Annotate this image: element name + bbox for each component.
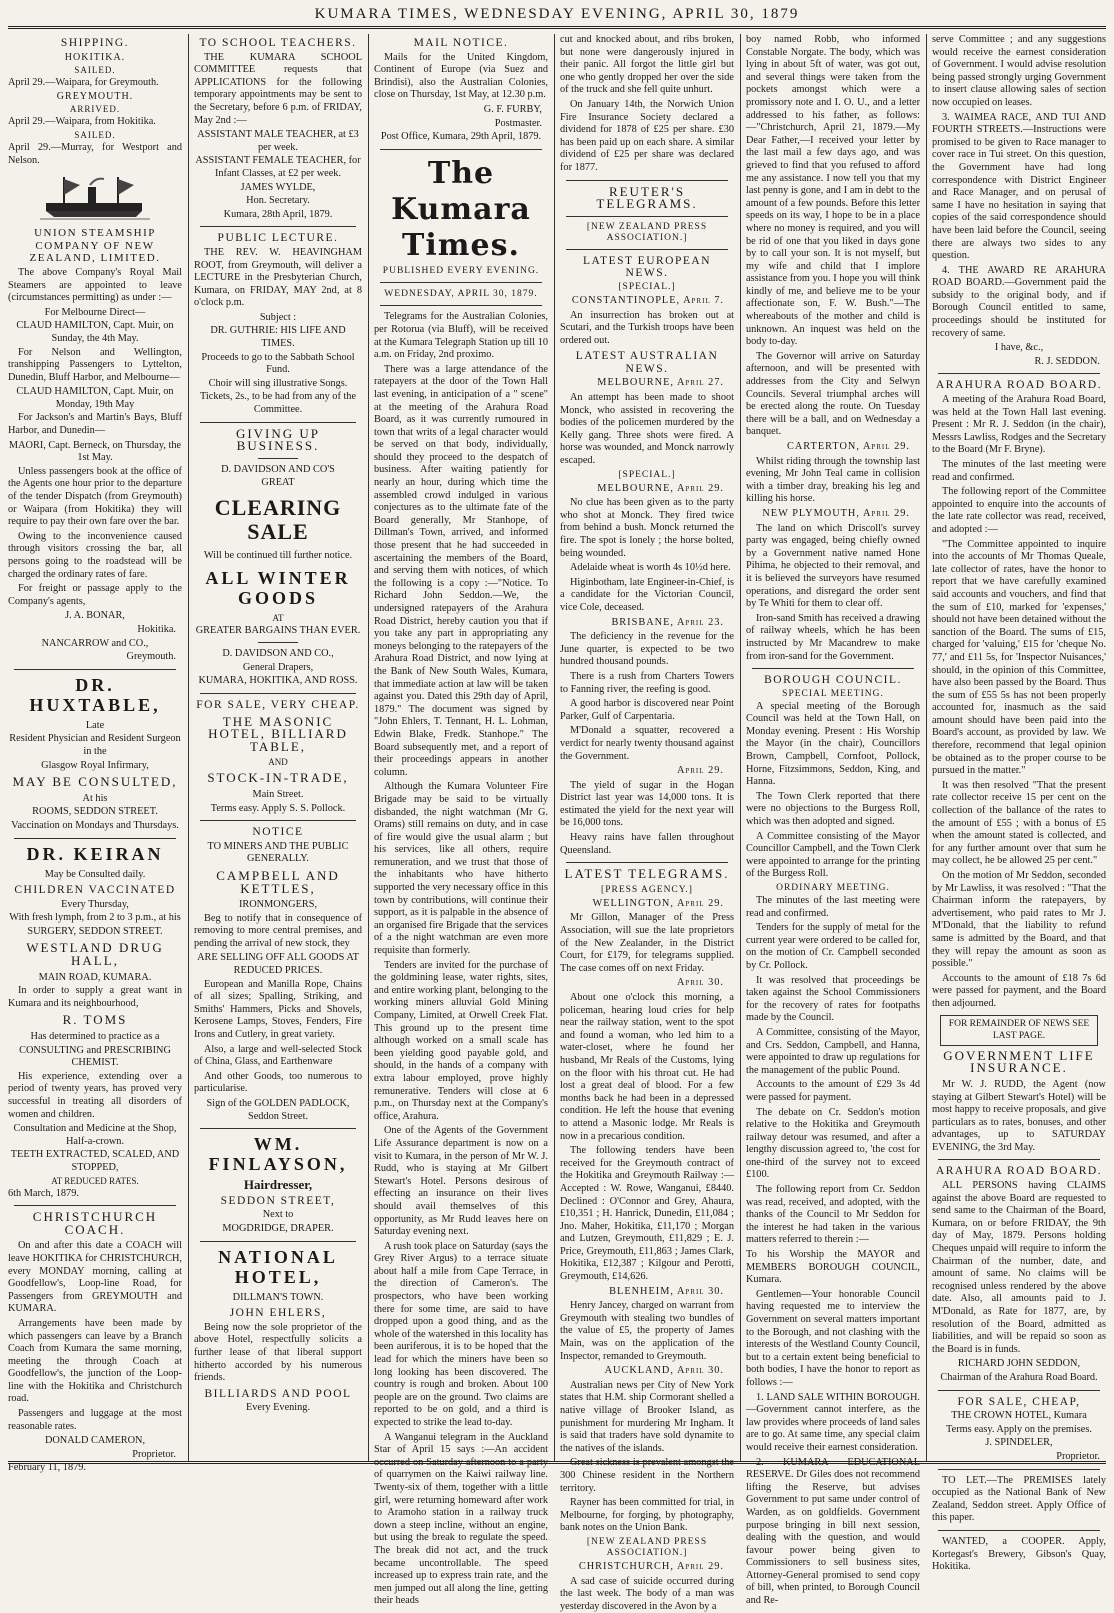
ad-line: Proceeds to go to the Sabbath School Fund. — [201, 351, 355, 376]
article-paragraph: A Committee, consisting of the Mayor, and Crs. Seddon, Campbell, and Hanna, were appointed to draw up regulations for the management of the public Pound. — [746, 1026, 920, 1076]
article-paragraph: cut and knocked about, and ribs broken, but none were dangerously injured in their panic. All forgot the little girl but one who gently dropped her over the side of the truck and she fell quite unhurt. — [560, 34, 734, 96]
article-paragraph: 2. KUMARA EDUCATIONAL RESERVE. Dr Giles does not recommend lifting the Reserve, but advises Government to put same under control of Warden, as on goldfields. Government purpose bringing in bill next session, dealing with the question, and would favour power being given to Commissioners to sell business sites, Attorney-General promised to send copy of bill, when printed, to Borough Council and Re- — [746, 1456, 920, 1607]
article-paragraph: To his Worship the MAYOR and MEMBERS BOROUGH COUNCIL, Kumara. — [746, 1249, 920, 1286]
keiran-heading: DR. KEIRAN — [26, 843, 164, 864]
ad-line: AND — [268, 757, 288, 768]
article-paragraph: boy named Robb, who informed Constable Norgate. The body, which was lying in about 5ft of water, was got out, and several things were taken from the pockets amongst which were a promissory note and I. O. U., and a letter addressed to his father, as follows:—"Christchurch, April 21, 1879.—My Dear Father,—I received your letter by the last mail a few days ago, and was grieved to find that you refused to afford me any assistance. I now tell you that my last penny is gone, and I am in debt to the amount of a few pounds. Before this letter speeds on its way, I hope to be in a place where no money is required, and you will be rid of one that you liked in days gone by to call your son. It is not myself, but my wife and child that I implore assistance from you. I hope you will think kindly of me, and believe me to be your affectionate son, F. W. Bush."—The whereabouts of the mother and child is unknown. An inquest was held on the body to-day. — [746, 34, 920, 348]
agent-name: NANCARROW and CO., — [41, 637, 149, 649]
ad-line: SEDDON STREET, — [220, 1194, 336, 1207]
route-line: For Melbourne Direct— — [44, 306, 146, 318]
agency-line: [NEW ZEALAND PRESS ASSOCIATION.] — [586, 221, 708, 243]
ad-line: Every Thursday, — [61, 898, 129, 910]
article-paragraph: There was a large attendance of the ratepayers at the door of the Town Hall last evening, in anticipation of a " scene" at the meeting of the Arahura Road Board, as it was currently rumoured in town that writs of a legal character would be served on that body, individually, should they proceed to the despatch of business. After waiting patiently for nearly an hour, during which time the assembled crowd indulged in various conjectures as to the ultimate fate of the Board generally, Mr Stanhope, of Dillman's Town, arrived, and informed those present that he had succeeded in ascertaining the members of the Board, and serving them with notices, of which the following is a copy :—"Notice. To Richard John Seddon.—We, the undersigned ratepayers of the Arahura Road District, hereby caution you that if you take any part in appropriating any moneys belonging to the ratepayers of the Arahura Road District, and now lying at the Bank of New South Wales, Kumara, that immediate action at law will be taken against you. Dated this 29th day of April, 1879." The document was signed by "John Ehlers, T. Tennant, H. L. Lohman, Edwin Blake, Fredk. Stanhope." The Board subsequently met, and a report of their proceedings appears in another column. — [374, 363, 548, 778]
signature: RICHARD JOHN SEDDON, — [957, 1358, 1081, 1370]
ad-line: Late — [85, 719, 105, 731]
article-paragraph: The minutes of the last meeting were read and confirmed. — [932, 459, 1106, 483]
mail-notice-heading: MAIL NOTICE. — [413, 37, 509, 49]
paragraph: Arrangements have been made by which passengers can leave by a Branch Coach from Kumara the same morning, meeting the through Coach at Goodfellow's, the junction of the Loop-line with the Hokitika and Christchurch road. — [8, 1317, 182, 1405]
article-paragraph: Mr Gillon, Manager of the Press Association, will sue the late proprietors of the New Zealander, in the District Court, for £179, for telegrams supplied. The case comes off on next Friday. — [560, 912, 734, 974]
ad-line: Consultation and Medicine at the Shop, Half-a-crown. — [13, 1123, 177, 1147]
ad-line: D. DAVIDSON AND CO'S — [221, 463, 335, 475]
article-paragraph: The debate on Cr. Seddon's motion relative to the Hokitika and Greymouth railway detour was resumed, and after a lengthy discussion agreed to, 'the cost for one-third of the survey not to exceed £100. — [746, 1106, 920, 1181]
shipping-line: April 29.—Waipara, for Greymouth. — [8, 77, 159, 89]
route-line: CLAUD HAMILTON, Capt. Muir, on Sunday, the 4th May. — [16, 320, 174, 344]
for-sale-heading: FOR SALE, VERY CHEAP. — [196, 698, 360, 711]
ad-line: AT — [272, 612, 284, 623]
reuters-heading: REUTER'S TELEGRAMS. — [596, 183, 698, 212]
ad-line: Glasgow Royal Infirmary, — [41, 759, 149, 771]
column-6 — [932, 34, 1106, 1573]
article-paragraph: Higinbotham, late Engineer-in-Chief, is a candidate for the Victorian Council, vice Cole, deceased. — [560, 576, 734, 613]
dateline: April 30. — [676, 977, 724, 989]
agency-line: [NEW ZEALAND PRESS ASSOCIATION.] — [586, 1536, 708, 1558]
govt-life-heading: GOVERNMENT LIFE INSURANCE. — [943, 1047, 1095, 1076]
signature-title: Proprietor. — [132, 1448, 176, 1460]
paragraph: Being now the sole proprietor of the above Hotel, respectfully solicits a further lease of that liberal support hitherto accorded by his numerous friends. — [194, 1321, 362, 1384]
date-line: February 11, 1879. — [8, 1462, 86, 1474]
ad-line: DILLMAN'S TOWN. — [232, 1291, 324, 1303]
dateline: CARTERTON, April 29. — [787, 441, 910, 452]
article-paragraph: An attempt has been made to shoot Monck, who assisted in recovering the bodies of the policemen murdered by the Kelly gang. Three shots were fired. A horse was wounded, and Monck narrowly escaped. — [560, 392, 734, 467]
article-paragraph: Henry Jancey, charged on warrant from Greymouth with stealing two bundles of the value of £5, the property of James Main, was on the application of the Inspector, remanded to Greymouth. — [560, 1300, 734, 1362]
article-paragraph: serve Committee ; and any suggestions would receive the earnest consideration of Government. I would advise resolution being passed strongly urging Government to insert clause allowing sales of section now occupied on leases. — [932, 34, 1106, 108]
article-paragraph: A rush took place on Saturday (says the Grey River Argus) to a terrace situate about half a mile from Cape Terrace, in the direction of Cameron's. The prospectors, who have been working there for some time, are said to have dropped upon a good thing, and as the whole of the watershed in this locality has been auriferous, it is to be hoped that the lead for which the miners have been so long looking has been discovered. The country is rough and broken. About 100 people are on the ground. Two claims are reported to be on gold, and a third is expected to strike the lead to-day. — [374, 1240, 548, 1428]
paragraph: And other Goods, too numerous to particularise. — [194, 1070, 362, 1095]
article-paragraph: One of the Agents of the Government Life Assurance department is now on a visit to Kumara, in the person of Mr W. J. Rudd, who is staying at Mr Gilbert Stewart's Hotel. Persons desirous of effecting an insurance on their lives should avail themselves of this opportunity, as Mr Rudd leaves here on Saturday evening next. — [374, 1125, 548, 1238]
paragraph: For Nelson and Wellington, transhipping Passengers to Lyttelton, Dunedin, Bluff Harbor, and Melbourne— — [8, 346, 182, 383]
paragraph: The above Company's Royal Mail Steamers are appointed to leave (circumstances permitting) as under :— — [8, 266, 182, 304]
article-paragraph: Rayner has been committed for trial, in Melbourne, for forging, by photography, bank notes on the Union Bank. — [560, 1497, 734, 1534]
paragraph: TO LET.—The PREMISES lately occupied as the National Bank of New Zealand, Seddon street. Apply Office of this paper. — [932, 1474, 1106, 1524]
masthead-rule — [8, 26, 1106, 29]
signature-title: Postmaster. — [494, 117, 542, 129]
signature-title: Proprietor. — [1056, 1450, 1100, 1462]
article-paragraph: About one o'clock this morning, a policeman, hearing loud cries for help near the railway station, went to the spot and found a woman, who led him to a water-closet, where he found her husband, Mr Reals of the Customs, lying on the floor with his throat cut. He had lost a great deal of blood. For a few months back he had been in a depressed condition. He left the house that evening to attend a Masonic lodge. Mr Reals is now in a precarious condition. — [560, 992, 734, 1142]
paragraph: Passengers and luggage at the most reasonable rates. — [8, 1408, 182, 1432]
dateline: NEW PLYMOUTH, April 29. — [762, 507, 910, 519]
column-divider — [926, 34, 927, 1462]
ad-line: Every Evening. — [245, 1402, 311, 1414]
dateline: MELBOURNE, April 27. — [597, 377, 724, 389]
ad-heading: CHILDREN VACCINATED — [14, 884, 176, 897]
ad-line: JOHN EHLERS, — [229, 1307, 327, 1320]
ad-line: MOGDRIDGE, DRAPER. — [222, 1222, 334, 1234]
ad-line: Hairdresser, — [243, 1177, 313, 1193]
agent-name: J. A. BONAR, — [65, 610, 125, 622]
ad-line: D. DAVIDSON AND CO., — [222, 648, 334, 660]
column-divider — [188, 34, 189, 1462]
publication-line: PUBLISHED EVERY EVENING. — [382, 265, 540, 276]
date-line: 6th March, 1879. — [8, 1187, 79, 1199]
article-paragraph: Australian news per City of New York states that H.M. ship Cormorant shelled a native village of Brooker Island, as punishment for murdering Mr Ingham. It is said that traders have sold dynamite to the natives of the islands. — [560, 1379, 734, 1454]
article-paragraph: On the motion of Mr Seddon, seconded by Mr Lawliss, it was resolved : "That the Chairman inform the ratepayers, by advertisement, who paid rates to Mr J. M'Donald, that the liability to refund same is admitted by the Board, and that they will repay the amount as soon as possible." — [932, 870, 1106, 970]
ad-heading: R. TOMS — [62, 1012, 128, 1028]
article-paragraph: 1. LAND SALE WITHIN BOROUGH.—Government cannot interfere, as the law provides where proceeds of land sales are to go. At same time, any special claim would receive their earnest consideration. — [746, 1391, 920, 1453]
sub-heading: SPECIAL MEETING. — [782, 688, 884, 699]
dateline: AUCKLAND, April 30. — [604, 1365, 724, 1377]
shipping-line: April 29.—Murray, for Westport and Nelson. — [8, 141, 182, 166]
paragraph: Unless passengers book at the office of the Agents one hour prior to the departure of the tender Dispatch (from Greymouth) or Waipara (from Hokitika) they will require to pay their own fare over the bar. — [8, 465, 182, 528]
signature: I have, &c., — [994, 342, 1044, 354]
shipping-line: April 29.—Waipara, from Hokitika. — [8, 116, 156, 128]
ad-heading: CAMPBELL AND KETTLES, — [216, 867, 340, 896]
ad-line: Tickets, 2s., to be had from any of the Committee. — [199, 391, 357, 416]
arahura-heading: ARAHURA ROAD BOARD. — [935, 379, 1103, 392]
ad-line: BILLIARDS AND POOL — [204, 1387, 352, 1400]
ad-heading: MAY BE CONSULTED, — [12, 774, 178, 790]
paragraph: Mails for the United Kingdom, Continent of Europe (via Suez and Brindisi), also the Australian Colonies, close on Thursday, 1st May, at 12.30 p.m. — [374, 51, 548, 101]
sailed-label: SAILED. — [74, 129, 116, 140]
teachers-heading: TO SCHOOL TEACHERS. — [199, 37, 357, 49]
column-divider — [740, 34, 741, 1462]
article-paragraph: The following report of the Committee appointed to enquire into the accounts of the late rate collector was read, received, and adopted :— — [932, 486, 1106, 535]
ad-line: KUMARA, HOKITIKA, AND ROSS. — [198, 675, 358, 687]
column-4 — [560, 34, 734, 1612]
paragraph: His experience, extending over a period of twenty years, has proved very successful in treating all disorders of women and children. — [8, 1070, 182, 1120]
greymouth-heading: GREYMOUTH. — [56, 90, 134, 102]
dateline: CHRISTCHURCH, April 29. — [578, 1560, 724, 1572]
column-divider — [554, 34, 555, 1462]
coach-heading: CHRISTCHURCH COACH. — [32, 1209, 158, 1237]
ad-line: GREATER BARGAINS THAN EVER. — [195, 624, 361, 636]
see-last-page-notice: FOR REMAINDER OF NEWS SEE LAST PAGE. — [940, 1015, 1098, 1046]
ad-line: CONSULTING and PRESCRIBING CHEMIST. — [19, 1044, 171, 1069]
for-sale-heading: FOR SALE, CHEAP, — [957, 1395, 1081, 1408]
agent-place: Greymouth. — [126, 651, 176, 663]
giving-up-heading: GIVING UP BUSINESS. — [235, 425, 321, 454]
route-line: CLAUD HAMILTON, Capt. Muir, on Monday, 19th May — [16, 386, 174, 410]
article-paragraph: Whilst riding through the township last evening, Mr John Teal came in collision with a timber dray, breaking his leg and killing his horse. — [746, 455, 920, 505]
dateline: BLENHEIM, April 30. — [609, 1285, 724, 1297]
article-paragraph: Heavy rains have fallen throughout Queensland. — [560, 832, 734, 856]
dateline: MELBOURNE, April 29. — [597, 482, 724, 494]
article-paragraph: The deficiency in the revenue for the June quarter, is expected to be two hundred thousand pounds. — [560, 631, 734, 668]
national-hotel-heading: NATIONAL HOTEL, — [218, 1246, 338, 1287]
agency-line: [SPECIAL.] — [618, 469, 676, 480]
ad-line: Main Street. — [252, 788, 304, 800]
article-paragraph: Telegrams for the Australian Colonies, per Rotorua (via Bluff), will be received at the Kumara Telegraph Station up till 10 a.m. on Friday, 2nd proximo. — [374, 311, 548, 361]
ad-line: At his — [82, 792, 108, 804]
dateline: BRISBANE, April 23. — [611, 616, 724, 628]
article-paragraph: Tenders for the supply of metal for the current year were ordered to be called for, on the motion of Cr. Campbell seconded by Cr. Pollock. — [746, 922, 920, 971]
newspaper-title: The Kumara Times. — [391, 155, 531, 263]
paragraph: Mr W. J. RUDD, the Agent (now staying at Gilbert Stewart's Hotel) will be most happy to receive proposals, and give particulars as to rates, bonuses, and other advantages, up to SATURDAY EVENING, the 3rd May. — [932, 1078, 1106, 1153]
ad-line: ARE SELLING OFF ALL GOODS AT REDUCED PRICES. — [197, 952, 359, 977]
signature-title: Chairman of the Arahura Road Board. — [940, 1371, 1098, 1383]
article-paragraph: Iron-sand Smith has received a drawing of railway wheels, which he has been instructed by Mr Macandrew to make from iron-sand for the Government. — [746, 612, 920, 662]
ad-line: MAIN ROAD, KUMARA. — [38, 971, 152, 983]
latest-telegrams-heading: LATEST TELEGRAMS. — [564, 866, 730, 882]
signature-title: Hon. Secretary. — [246, 195, 310, 207]
ad-line: Terms easy. Apply S. S. Pollock. — [210, 802, 346, 814]
borough-council-heading: BOROUGH COUNCIL. — [764, 674, 902, 687]
article-paragraph: It was resolved that proceedings be taken against the School Commissioners for the recovery of rates for footpaths made by the Council. — [746, 974, 920, 1024]
ad-line: Subject : — [259, 311, 297, 323]
hokitika-heading: HOKITIKA. — [64, 51, 126, 63]
ad-line: Next to — [262, 1209, 294, 1221]
arrived-label: ARRIVED. — [69, 104, 121, 115]
ad-line: IRONMONGERS, — [238, 899, 318, 911]
sub-heading: ORDINARY MEETING. — [776, 883, 890, 893]
article-paragraph: It was then resolved "That the present rate collector receive 15 per cent on the collection of the ballance of the rates to the amount of £55 ; with a bonus of £5 when the amount stated is collected, and for any further amount over that sum he may collect, he be allowed 25 per cent." — [932, 779, 1106, 867]
article-paragraph: Gentlemen—Your honorable Council having requested me to interview the Government on several matters important to the Borough, and not clashing with the interests of the Westland County Council, but to a certain extent being beneficial to both bodies, I have the honor to report as follows :— — [746, 1288, 920, 1388]
article-paragraph: On January 14th, the Norwich Union Fire Insurance Society declared a dividend for 1878 of £25 per share. £30 has been paid up on each share. A similar dividend of £25 per share was declared for 1877. — [560, 98, 734, 173]
paragraph: For Jackson's and Martin's Bays, Bluff Harbor, and Dunedin— — [8, 412, 182, 437]
column-3 — [374, 34, 548, 1607]
agent-place: Hokitika. — [137, 623, 176, 635]
bottom-rule — [8, 1461, 1106, 1464]
article-paragraph: A Committee consisting of the Mayor Councillor Campbell, and the Town Clerk were appointed to arrange for the printing of the Burgess Roll. — [746, 830, 920, 880]
signature: R. J. SEDDON. — [1034, 355, 1100, 367]
article-paragraph: M'Donald a squatter, recovered a verdict for nearly twenty thousand against the Government. — [560, 725, 734, 762]
ad-line: May be Consulted daily. — [44, 868, 146, 880]
winter-goods-heading: ALL WINTER GOODS — [205, 567, 351, 608]
dateline: CONSTANTINOPLE, April 7. — [571, 294, 724, 306]
article-paragraph: A good harbor is discovered near Point Parker, Gulf of Carpentaria. — [560, 698, 734, 722]
section-heading: LATEST AUSTRALIAN NEWS. — [575, 350, 719, 375]
ad-line: Vaccination on Mondays and Thursdays. — [11, 819, 179, 831]
date-line: Kumara, 28th April, 1879. — [223, 208, 333, 220]
edition-date: WEDNESDAY, APRIL 30, 1879. — [384, 288, 538, 299]
article-paragraph: The Governor will arrive on Saturday afternoon, and will be presented with addresses from the City and Selwyn Councils. Several triumphal arches will be erected along the route. On Tuesday there will be a ball, and on Wednesday a banquet. — [746, 350, 920, 438]
article-paragraph: The minutes of the last meeting were read and confirmed. — [746, 895, 920, 919]
article-paragraph: Accounts to the amount of £18 7s 6d were passed for payment, and the Board then adjourned. — [932, 972, 1106, 1009]
union-heading: UNION STEAMSHIP COMPANY OF NEW ZEALAND, LIMITED. — [29, 227, 161, 265]
paragraph: European and Manilla Rope, Chains of all sizes; Spalling, Striking, and Smiths' Hammers, Picks and Shovels, Kerosene Lamps, Stoves, Fenders, Fire Irons and Cutlery, in great variety. — [194, 978, 362, 1041]
article-paragraph: Great sickness is prevalent amongst the 300 Chinese resident in the Northern territory. — [560, 1457, 734, 1494]
paragraph: ALL PERSONS having CLAIMS against the above Board are requested to send same to the Chairman of the Board, Kumara, on or before FRIDAY, the 9th day of May, 1879. Persons holding Cheques unpaid will require to inform the Chairman of the number, date, and amount of same. No claims will be recognised unless rendered by the above date. Also, all amounts paid to J. M'Donald, as Rate for 1877, are, by resolution of the Board, admitted as liabilities, and will be repaid so soon as the Board is in funds. — [932, 1180, 1106, 1355]
ad-line: With fresh lymph, from 2 to 3 p.m., at his — [9, 912, 181, 924]
signature: G. F. FURBY, — [483, 103, 542, 115]
article-paragraph: 3. WAIMEA RACE, AND TUI AND FOURTH STREETS.—Instructions were promised to be given to Race manager to cover race in Tui street. On this question, the Government have had long correspondence with District Engineer and Race Manager, and on perusal of same I have no hesitation in saying that copies of the said correspondence should have been laid before the Council, seeing there are always two sides to any question. — [932, 111, 1106, 262]
article-paragraph: An insurrection has broken out at Scutari, and the Turkish troops have been ordered out. — [560, 309, 734, 346]
paragraph: Owing to the inconvenience caused through visitors crossing the bar, all persons going to the roadstead will be charged the ordinary rates of fare. — [8, 530, 182, 580]
ad-line: Will be continued till further notice. — [203, 550, 353, 561]
signature: J. SPINDELER, — [985, 1437, 1053, 1449]
article-paragraph: A Wanganui telegram in the Auckland Star of April 15 says :—An accident occurred on Saturday afternoon to a party of quarrymen on the Kaiwi railway line. Twenty-six of them, together with a little girl, were returning homeward after work to Aramoho station in a railway truck down a steep incline, without an engine, but using the break to regulate the speed. The break did not act, and the truck became uncontrollable. The speed increased up to express train rate, and the men jumped out all along the line, getting their heads — [374, 1431, 548, 1607]
steamship-icon — [40, 173, 150, 221]
paragraph: For freight or passage apply to the Company's agents, — [8, 583, 182, 607]
ad-line: DR. GUTHRIE: HIS LIFE AND TIMES. — [210, 325, 346, 350]
shipping-heading: SHIPPING. — [60, 37, 130, 49]
sailed-label: SAILED. — [74, 65, 116, 76]
column-2 — [194, 34, 362, 1462]
paragraph: On and after this date a COACH will leave HOKITIKA for CHRISTCHURCH, every MONDAY morning, calling at Goodfellow's, Loop-line Road, for Passengers from GREYMOUTH and KUMARA. — [8, 1240, 182, 1315]
lecture-heading: PUBLIC LECTURE. — [217, 232, 339, 245]
article-paragraph: The following report from Cr. Seddon was read, received, and adopted, with the thanks of the Council to Mr Seddon for the interest he had taken in the various matters referred to therein :— — [746, 1184, 920, 1246]
huxtable-heading: DR. HUXTABLE, — [29, 674, 161, 715]
article-paragraph: The yield of sugar in the Hogan District last year was 14,000 tons. It is estimated the yield for the next year will be 16,000 tons. — [560, 779, 734, 829]
article-paragraph: No clue has been given as to the party who shot at Monck. They fired twice from behind a bush. Monck returned the fire. The spot is lonely ; the horse bolted, being wounded. — [560, 497, 734, 559]
route-line: MAORI, Capt. Berneck, on Thursday, the 1st May. — [8, 439, 182, 464]
ad-line: SURGERY, SEDDON STREET. — [27, 925, 163, 937]
ad-heading: THE MASONIC HOTEL, BILLIARD TABLE, — [208, 713, 348, 754]
ad-line: ROOMS, SEDDON STREET. — [32, 806, 158, 818]
masthead: KUMARA TIMES, WEDNESDAY EVENING, APRIL 30, 1879 — [314, 6, 800, 22]
paragraph: WANTED, a COOPER. Apply, Kortegast's Brewery, Gibson's Quay, Hokitika. — [932, 1535, 1106, 1573]
ad-line: ASSISTANT FEMALE TEACHER, for Infant Classes, at £2 per week. — [195, 155, 361, 179]
paragraph: THE KUMARA SCHOOL COMMITTEE requests that APPLICATIONS for the following temporary appointments may be sent to the Secretary, before 6 p.m. of FRIDAY, May 2nd :— — [194, 51, 362, 126]
ad-line: TEETH EXTRACTED, SCALED, AND STOPPED, — [10, 1149, 180, 1173]
article-paragraph: A sad case of suicide occurred during the last week. The body of a man was yesterday discovered in the Avon by a — [560, 1575, 734, 1612]
column-divider — [368, 34, 369, 1462]
article-paragraph: The land on which Driscoll's survey party was engaged, being chiefly owned by a Government native named Hone Pihima, he objected to their removal, and it is believed the surveyors have resumed operations, and disregard the order sent by Te Whiti for them to clear off. — [746, 522, 920, 610]
signature: JAMES WYLDE, — [240, 181, 316, 193]
ad-line: Sign of the GOLDEN PADLOCK, Seddon Street. — [206, 1098, 350, 1122]
article-paragraph: "The Committee appointed to inquire into the accounts of Mr Thomas Queale, late collector of rates, have the honor to report that we have carefully examined said accounts and vouchers, and find that the sum of £10, marked for 'expenses,' should not have been detained without the sanction of the Board. The sums of £15, charged for 'valuing,' £15 for 'cheque No. 77,' and £11 5s, for 'Inspector Nuisances,' should, in the opinion of this Committee, have also been passed by the Board. Thus the sum of £55 5s has not been properly accounted for, inasmuch as the said amount should have been paid into the Board's account, as provided by law. We therefore, recommend that legal opinion be obtained as to the proper course to be pursued in the matter." — [932, 538, 1106, 777]
ad-line: TO MINERS AND THE PUBLIC GENERALLY. — [207, 840, 349, 865]
ad-line: Choir will sing illustrative Songs. — [208, 377, 348, 389]
ad-heading: STOCK-IN-TRADE, — [207, 770, 349, 786]
dateline: April 29. — [676, 765, 724, 777]
finlayson-heading: WM. FINLAYSON, — [208, 1134, 348, 1175]
article-paragraph: A special meeting of the Borough Council was held at the Town Hall, on Monday evening. Present : His Worship the Mayor (in the chair), Councillors Brown, Campbell, Cornfoot, Pollock, Horne, Fitzsimmons, Seddon, King, and Hanna. — [746, 700, 920, 788]
article-paragraph: There is a rush from Charters Towers to Fanning river, the reefing is good. — [560, 670, 734, 695]
ad-line: AT REDUCED RATES. — [51, 1175, 139, 1186]
paragraph: Also, a large and well-selected Stock of China, Glass, and Earthenware — [194, 1043, 362, 1068]
article-paragraph: A meeting of the Arahura Road Board, was held at the Town Hall last evening. Present : Mr R. J. Seddon (in the chair), Messrs Lawliss, Rodges and the Secretary to the Board (Mr F. Bryne). — [932, 394, 1106, 456]
paragraph: In order to supply a great want in Kumara and its neighbourhood, — [8, 985, 182, 1009]
ad-line: Resident Physician and Resident Surgeon in the — [9, 733, 181, 757]
westland-heading: WESTLAND DRUG HALL, — [26, 940, 164, 969]
ad-line: General Drapers, — [242, 661, 314, 673]
signature: DONALD CAMERON, — [44, 1435, 146, 1447]
agency-line: [PRESS AGENCY.] — [601, 884, 693, 895]
article-paragraph: The Town Clerk reported that there were no objections to the Burgess Roll, which was then adopted and signed. — [746, 790, 920, 828]
ad-line: THE CROWN HOTEL, Kumara — [951, 1410, 1087, 1422]
ad-line: Has determined to practice as a — [30, 1031, 160, 1043]
arahura-heading: ARAHURA ROAD BOARD. — [935, 1165, 1103, 1178]
agency-line: [SPECIAL.] — [618, 281, 676, 292]
article-paragraph: The following tenders have been received for the Greymouth contract of the Hokitika and Greymouth Railway :—Accepted : W. Rowe, Wanganui, £8440. Declined : O'Connor and Grey, Ahaura, £10,351 ; H. Hanrick, Dunedin, £11,084 ; Jno. Maher, Hokitika, £11,170 ; Morgan and Lutzen, Greymouth, £11,829 ; E. J. Price, Greymouth, £11,863 ; James Clark, Hokitika, £12,387 ; Kilgour and Perotti, Greymouth, £14,626. — [560, 1145, 734, 1283]
ad-line: GREAT — [261, 477, 295, 489]
notice-heading: NOTICE — [252, 826, 304, 839]
ad-line: ASSISTANT MALE TEACHER, at £3 per week. — [197, 129, 359, 153]
section-heading: LATEST EUROPEAN NEWS. — [582, 254, 712, 280]
dateline: WELLINGTON, April 29. — [592, 897, 724, 909]
paragraph: Beg to notify that in consequence of removing to more central premises, and pending the arrival of new stock, they — [194, 912, 362, 949]
ad-line: Terms easy. Apply on the premises. — [946, 1423, 1092, 1435]
article-paragraph: Tenders are invited for the purchase of the goldmining lease, water rights, sites, and entire working plant, belonging to the working miners alluvial Gold Mining Company, Limited, at Orwell Creek Flat. This ground up to the present time although worked on a small scale has been yielding good payable gold, and should, in the hands of a company with extra labour employed, prove highly remunerative. Tenders will close at 6 p.m., on Thursday next at the Company's office, Arahura. — [374, 959, 548, 1122]
article-paragraph: Accounts to the amount of £29 3s 4d were passed for payment. — [746, 1079, 920, 1103]
column-1 — [8, 34, 182, 1474]
article-paragraph: Although the Kumara Volunteer Fire Brigade may be said to be virtually disbanded, the night watchman (Mr G. Orams) still remains on duty, and in case of fire would give the usual alarm ; but his services, like all others, require remuneration, and we trust that those of the inhabitants who have hitherto supported the very necessary office in this town by contributions, will continue their support, as it is palpable in the absence of an organised fire Brigade that the services of a the night watchman are even more requisite than formerly. — [374, 781, 548, 957]
date-line: Post Office, Kumara, 29th April, 1879. — [380, 131, 542, 143]
article-paragraph: 4. THE AWARD RE ARAHURA ROAD BOARD.—Government paid the subsidy to the original body, and if Borough Council entitled to same, proceedings should be instituted for recovery of same. — [932, 264, 1106, 339]
paragraph: THE REV. W. HEAVINGHAM ROOT, from Greymouth, will deliver a LECTURE in the Presbyterian Church, Kumara, on FRIDAY, MAY 2nd, at 8 o'clock p.m. — [194, 246, 362, 309]
column-5 — [746, 34, 920, 1607]
article-paragraph: Adelaide wheat is worth 4s 10½d here. — [570, 562, 731, 574]
clearing-sale-heading: CLEARING SALE — [214, 495, 342, 544]
